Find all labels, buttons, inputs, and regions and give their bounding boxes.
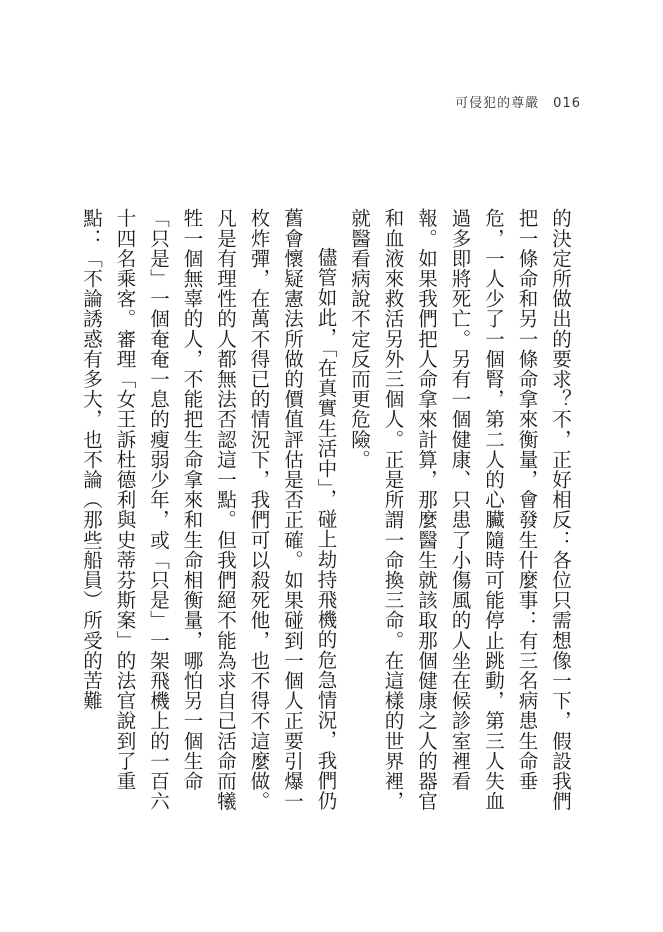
vertical-body-text xyxy=(75,208,578,828)
page-number: 016 xyxy=(553,96,581,111)
paragraph-1: 的決定所做出的要求？不，正好相反：各位只需想像一下，假設我們把一條命和另一條命拿來衡量，會發生什麼事：有三名病患生命垂危，一人少了一個腎，第二人的心臟隨時可能停止跳動，第三人失血過多即將死亡。另有一個健康、只患了小傷風的人坐在候診室裡看報。如果我們把人命拿來計算，那麼醫生就該取那個健康之人的器官和血液來救活另外三個人。正是所謂一命換三命。在這樣的世界裡，就醫看病說不定反而更危險。 xyxy=(348,208,572,811)
running-header xyxy=(455,92,581,111)
book-title: 可侵犯的尊嚴 xyxy=(455,96,540,111)
paragraph-2: 儘管如此，「在真實生活中」，碰上劫持飛機的危急情況，我們仍舊會懷疑憲法所做的價值評估是否正確。如果碰到一個人正要引爆一枚炸彈，在萬不得已的情況下，我們可以殺死他，也不得不這麼做。凡是有理性的人都無法否認這一點。但我們絕不能為求自己活命而犧牲一個無辜的人，不能把生命拿來和生命相衡量，哪怕另一個生命「只是」一個奄奄一息的瘦弱少年，或「只是」一架飛機上的一百六十四名乘客。審理「女王訴杜德利與史蒂芬斯案」的法官說到了重點：「不論誘惑有多大，也不論（那些船員）所受的苦難 xyxy=(80,208,338,811)
